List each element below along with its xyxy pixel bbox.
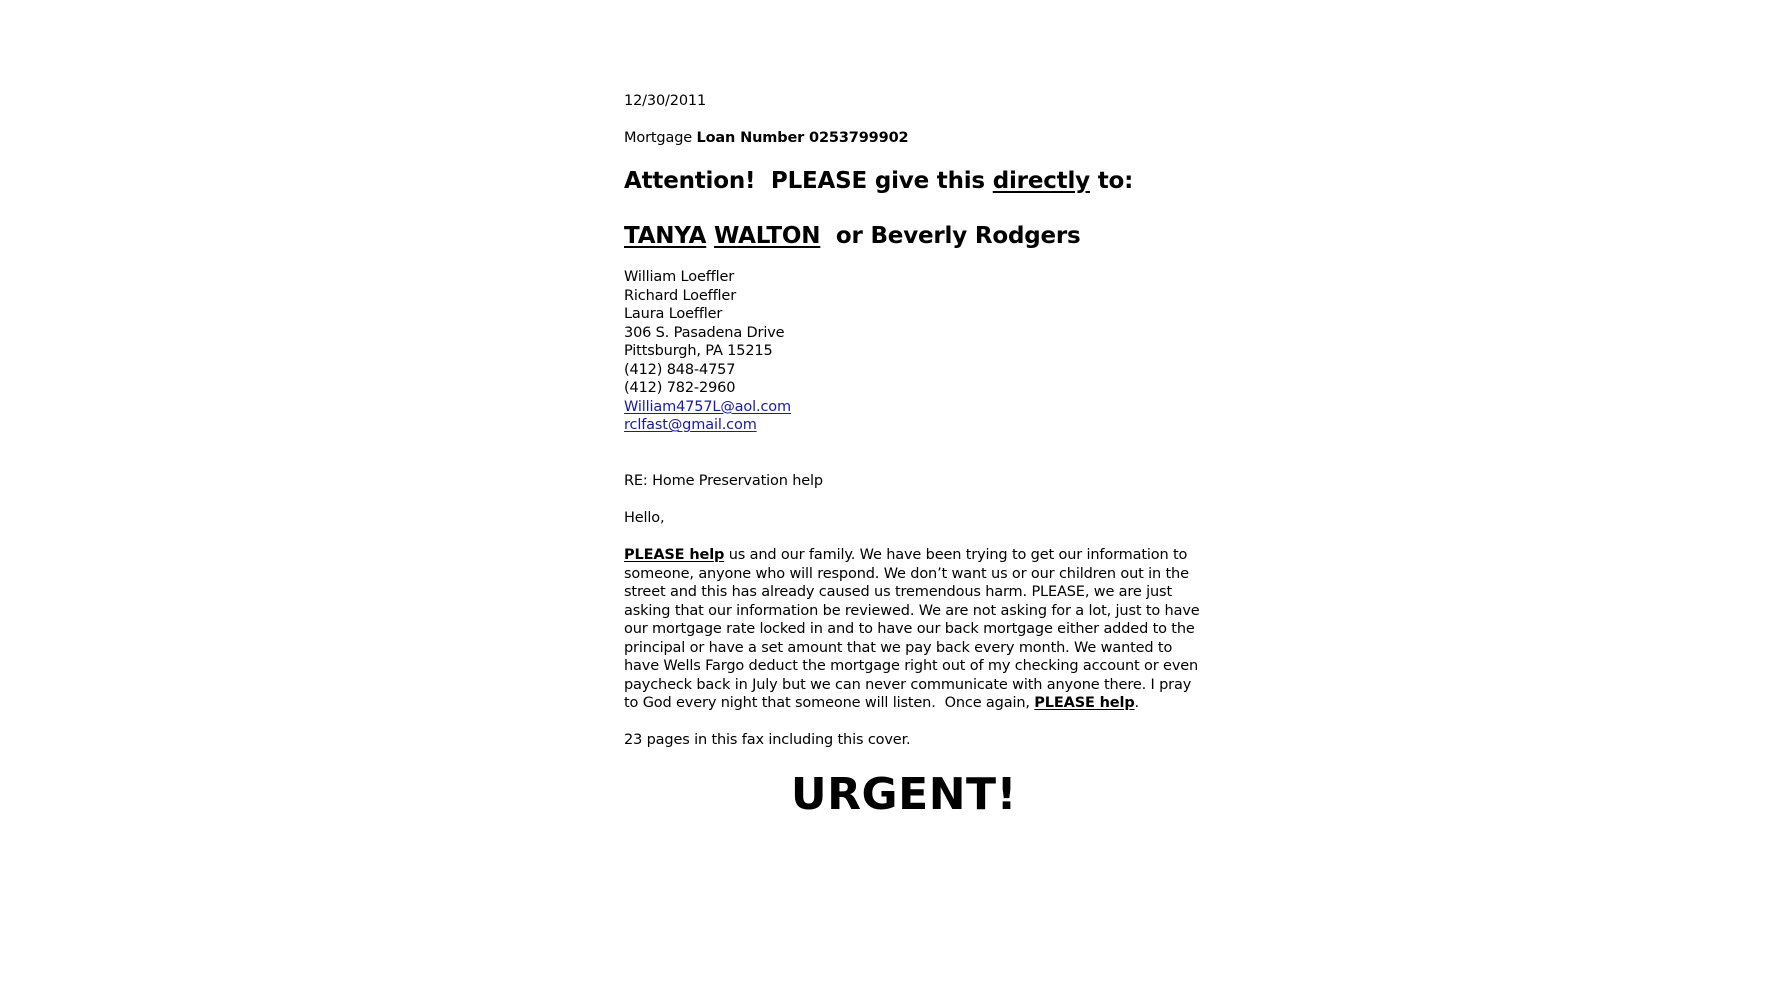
body-line-6: principal or have a set amount that we pay back every month. We wanted to xyxy=(624,639,1173,656)
loan-number-line xyxy=(624,129,908,148)
sender-contact-block xyxy=(624,268,791,435)
page-count-note: 23 pages in this fax including this cover. xyxy=(624,732,911,748)
attention-text-end: to: xyxy=(1089,168,1134,194)
subject-line: RE: Home Preservation help xyxy=(624,473,823,489)
body-emphasis-end: PLEASE help xyxy=(1034,695,1135,711)
sender-name-2: Richard Loeffler xyxy=(624,287,737,304)
email-link-2[interactable]: rclfast@gmail.com xyxy=(624,417,757,433)
body-line-4: asking that our information be reviewed. We are not asking for a lot, just to have xyxy=(624,602,1200,619)
email-link-1[interactable]: William4757L@aol.com xyxy=(624,398,791,415)
sender-phone-2: (412) 782-2960 xyxy=(624,380,736,396)
loan-number: Loan Number 0253799902 xyxy=(696,130,909,146)
body-line-5: our mortgage rate locked in and to have our back mortgage either added to the xyxy=(624,621,1195,637)
attention-emphasis: directly xyxy=(992,168,1090,194)
body-line-9 xyxy=(624,694,1184,713)
body-emphasis-start: PLEASE help xyxy=(624,547,725,563)
sender-street: 306 S. Pasadena Drive xyxy=(624,324,785,341)
attention-heading xyxy=(624,166,1133,196)
body-line-8: paycheck back in July but we can never communicate with anyone there. I pray xyxy=(624,676,1192,693)
greeting: Hello, xyxy=(624,510,665,526)
sender-phone-1: (412) 848-4757 xyxy=(624,361,736,378)
sender-name-3: Laura Loeffler xyxy=(624,306,723,322)
recipients-heading xyxy=(624,221,1081,251)
body-line-7: have Wells Fargo deduct the mortgage right out of my checking account or even xyxy=(624,658,1199,674)
recipient-first-name: TANYA xyxy=(624,223,707,249)
attention-text-start: Attention! PLEASE give this xyxy=(624,168,993,194)
loan-prefix: Mortgage xyxy=(624,130,697,146)
recipient-alternate: or Beverly Rodgers xyxy=(820,223,1081,249)
body-line-2: someone, anyone who will respond. We don’t want us or our children out in the xyxy=(624,565,1189,582)
body-line-1 xyxy=(624,546,1188,565)
sender-city: Pittsburgh, PA 15215 xyxy=(624,343,773,359)
sender-name-1: William Loeffler xyxy=(624,269,735,285)
letter-date: 12/30/2011 xyxy=(624,93,707,109)
body-line-3: street and this has already caused us tremendous harm. PLEASE, we are just xyxy=(624,584,1172,600)
body-text: us and our family. We have been trying to get our information to xyxy=(724,547,1188,563)
recipient-last-name: WALTON xyxy=(714,223,821,249)
letter-body xyxy=(624,546,1200,713)
urgent-banner: URGENT! xyxy=(790,769,1018,820)
body-text-final: to God every night that someone will listen. Once again, xyxy=(624,695,1035,711)
body-end-punctuation: . xyxy=(1134,695,1140,711)
